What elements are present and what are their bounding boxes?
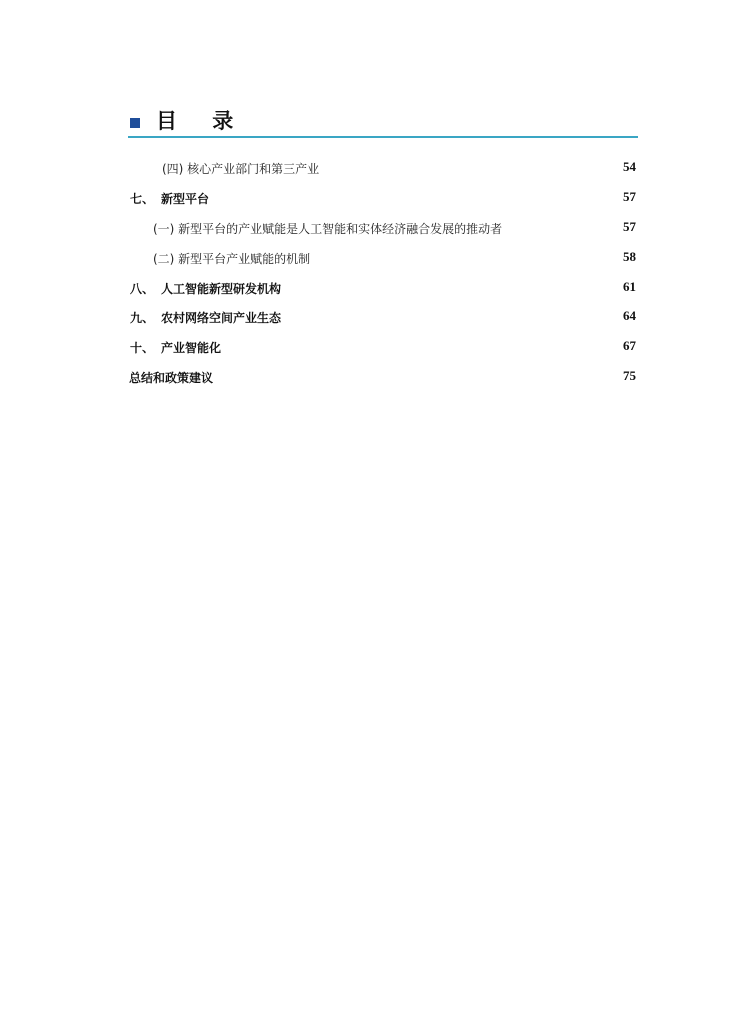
- toc-entry[interactable]: [128, 275, 636, 305]
- toc-entry-label: 总结和政策建议: [129, 371, 214, 386]
- toc-entry-page: 61: [623, 278, 636, 294]
- header-rule: [128, 136, 638, 138]
- toc-entry[interactable]: [128, 245, 636, 275]
- toc-entry-label: 新型平台: [161, 191, 210, 206]
- toc-entry[interactable]: [128, 155, 636, 185]
- toc-entry-page: 75: [623, 368, 636, 384]
- toc-entry-number: 九、: [130, 311, 155, 326]
- toc-entry[interactable]: [128, 304, 636, 334]
- toc-entry[interactable]: [128, 364, 636, 394]
- toc-entry-label: (二) 新型平台产业赋能的机制: [153, 251, 311, 266]
- toc-entry[interactable]: [128, 334, 636, 364]
- toc-entry-number: 七、: [130, 191, 155, 206]
- square-bullet-icon: [130, 118, 140, 128]
- toc-title: 目 录: [156, 108, 248, 133]
- toc-entry-number: 十、: [130, 341, 155, 356]
- toc-entry-label: (四) 核心产业部门和第三产业: [162, 162, 320, 176]
- toc-entry-page: 57: [623, 188, 636, 204]
- toc-entry-page: 64: [623, 308, 636, 324]
- toc-entry-label: 人工智能新型研发机构: [161, 281, 282, 296]
- table-of-contents: [128, 155, 636, 394]
- toc-entry-label: 产业智能化: [161, 341, 222, 356]
- toc-entry-label: 农村网络空间产业生态: [161, 311, 282, 326]
- toc-entry-number: 八、: [130, 281, 155, 296]
- toc-entry[interactable]: [128, 185, 636, 215]
- toc-header: [128, 108, 638, 138]
- toc-entry-page: 57: [623, 218, 636, 234]
- toc-entry-page: 58: [623, 248, 636, 264]
- toc-entry[interactable]: [128, 215, 636, 245]
- toc-entry-label: (一) 新型平台的产业赋能是人工智能和实体经济融合发展的推动者: [153, 221, 503, 236]
- toc-entry-page: 54: [623, 159, 636, 174]
- toc-entry-page: 67: [623, 338, 636, 354]
